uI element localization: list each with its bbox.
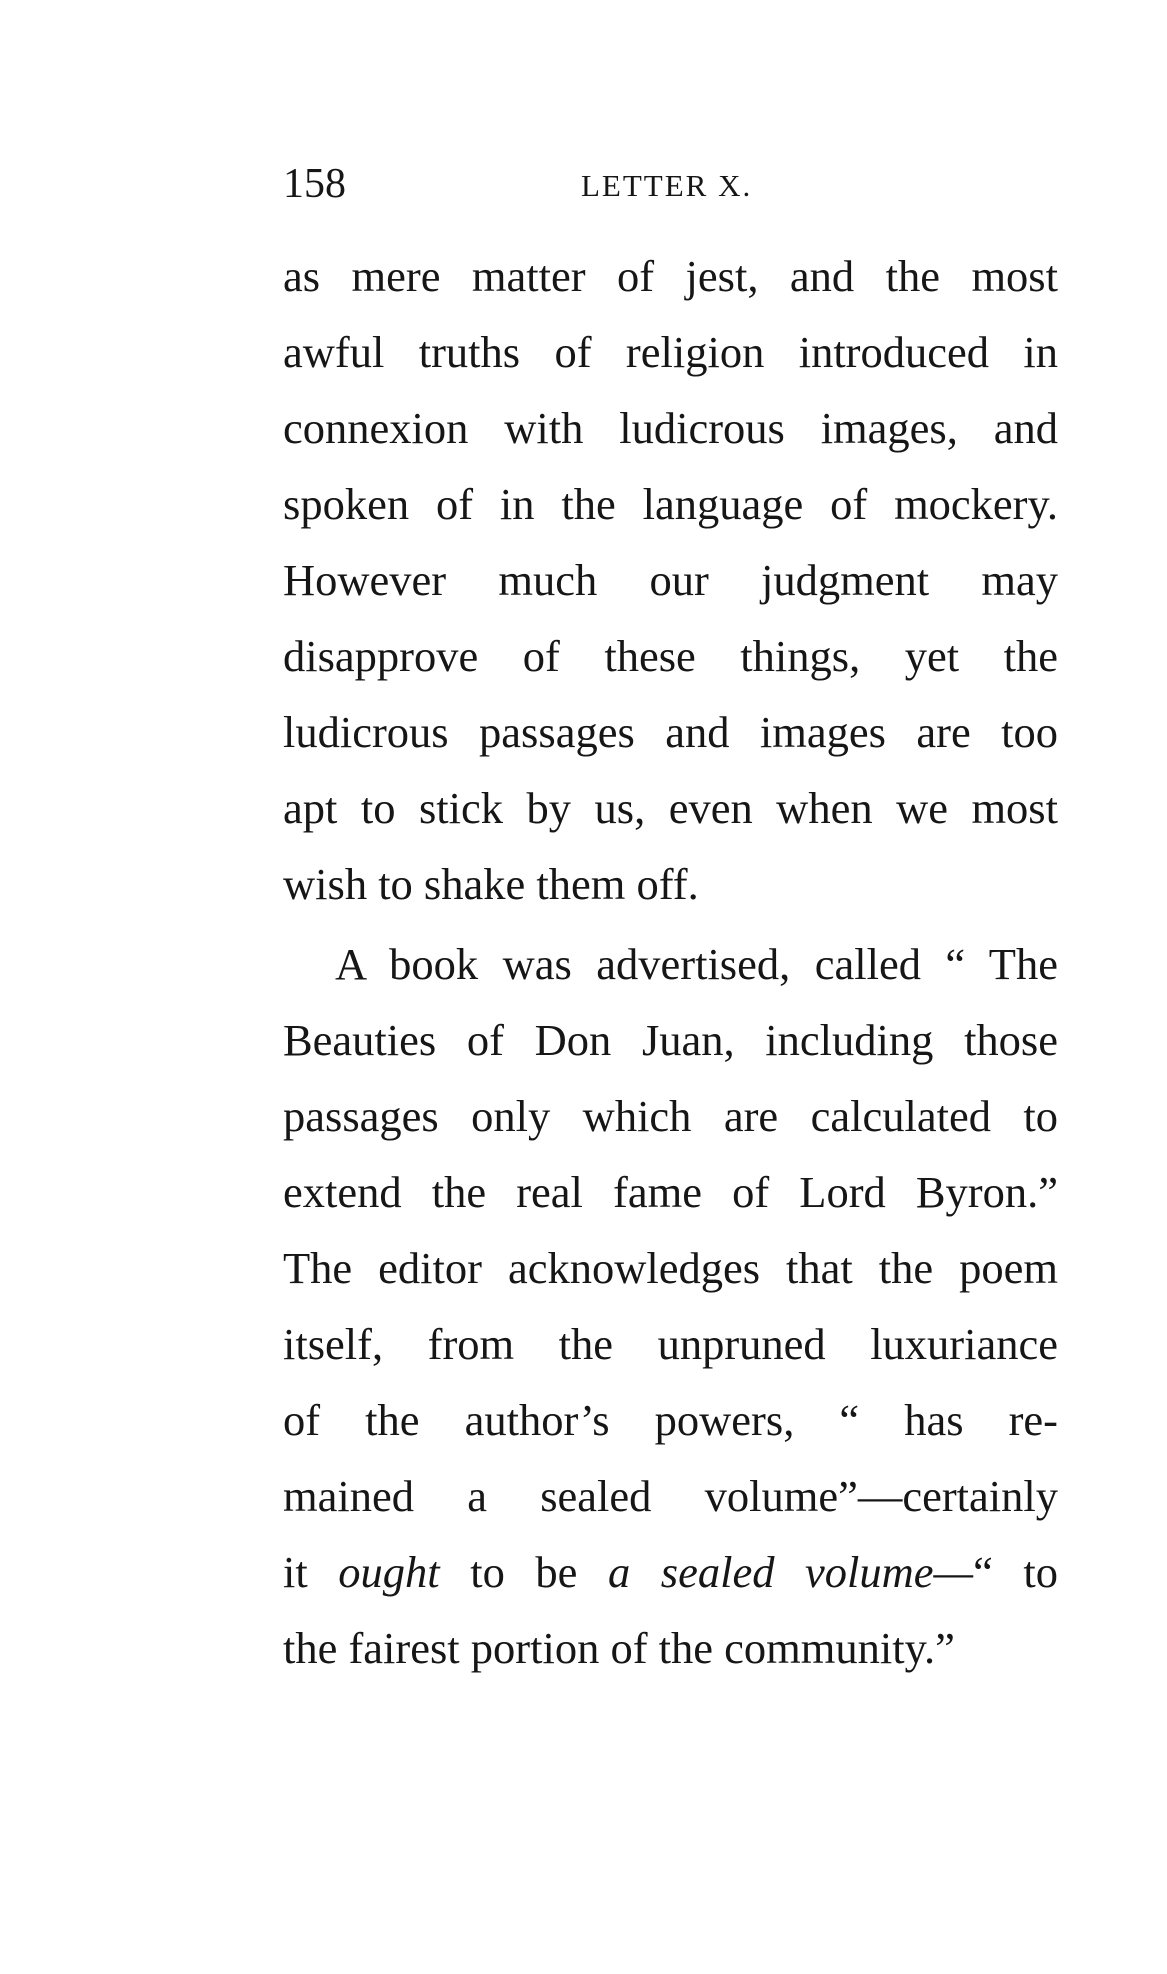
word: “ to — [973, 1547, 1059, 1597]
text-line: connexion with ludicrous images, and — [283, 403, 1058, 453]
text-line: passages only which are calculated to — [283, 1091, 1058, 1141]
paragraph-2 — [283, 926, 1058, 1686]
text-line: apt to stick by us, even when we most — [283, 783, 1058, 833]
page-number: 158 — [283, 161, 346, 207]
word: to be — [470, 1547, 578, 1597]
text-line: of the author’s powers, “ has re- — [283, 1395, 1058, 1445]
page-header — [283, 158, 783, 210]
text-line: ludicrous passages and images are too — [283, 707, 1058, 757]
text-line: The editor acknowledges that the poem — [283, 1243, 1058, 1293]
body-text — [283, 238, 1058, 1686]
text-line: awful truths of religion introduced in — [283, 327, 1058, 377]
text-line: extend the real fame of Lord Byron.” — [283, 1167, 1058, 1217]
text-line: spoken of in the language of mockery. — [283, 479, 1058, 529]
italic-word: ought — [338, 1547, 440, 1597]
text-line: wish to shake them off. — [283, 859, 699, 909]
text-line: A book was advertised, called “ The — [335, 939, 1058, 989]
text-line: Beauties of Don Juan, including those — [283, 1015, 1058, 1065]
word: it — [283, 1547, 308, 1597]
italic-phrase: a sealed volume— — [607, 1547, 974, 1597]
text-line: as mere matter of jest, and the most — [283, 251, 1058, 301]
running-head: LETTER X. — [581, 168, 753, 203]
paragraph-1 — [283, 238, 1058, 922]
text-line-mixed — [283, 1534, 1058, 1610]
text-line: mained a sealed volume”—certainly — [283, 1471, 1058, 1521]
text-line: disapprove of these things, yet the — [283, 631, 1058, 681]
text-line: However much our judgment may — [283, 555, 1058, 605]
text-line: the fairest portion of the community.” — [283, 1623, 955, 1673]
text-line: itself, from the unpruned luxuriance — [283, 1319, 1058, 1369]
